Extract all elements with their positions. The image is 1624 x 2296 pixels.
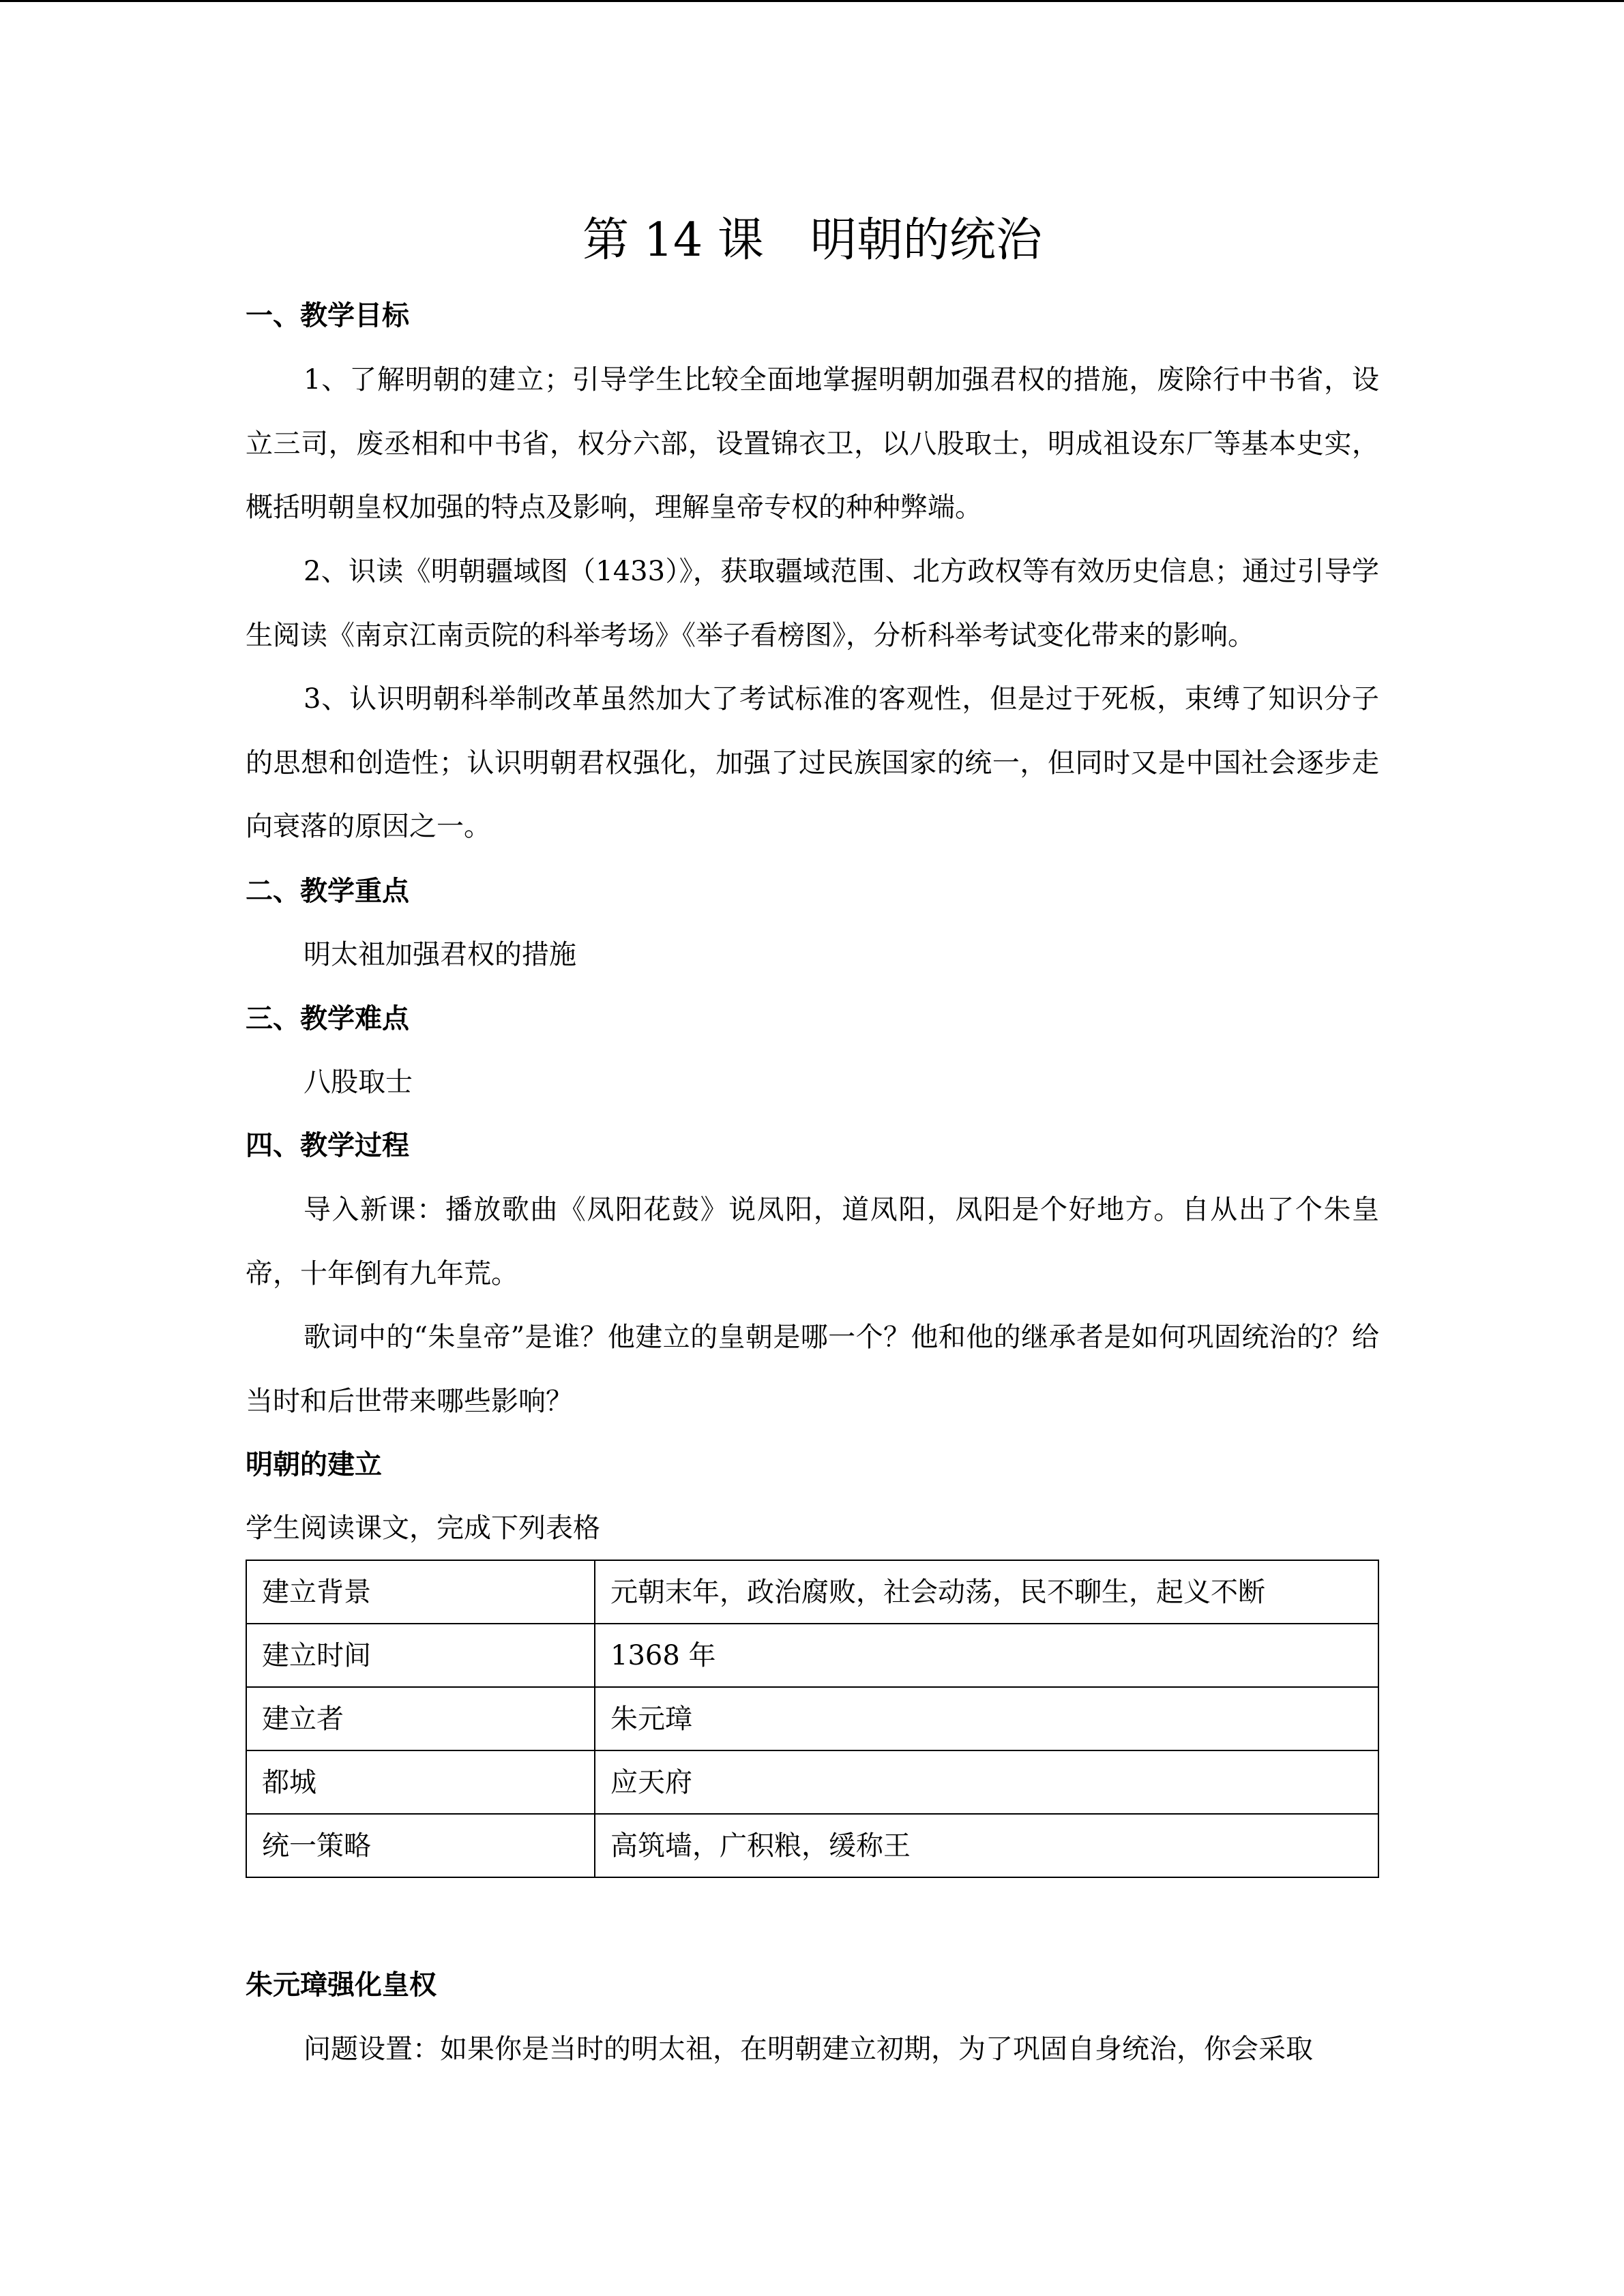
section-heading-key-points: 二、教学重点 <box>246 876 409 907</box>
table-cell-key: 建立者 <box>246 1687 595 1750</box>
section-heading-process: 四、教学过程 <box>246 1130 409 1161</box>
process-paragraph-intro: 导入新课：播放歌曲《凤阳花鼓》说凤阳，道凤阳，凤阳是个好地方。自从出了个朱皇帝，十年倒有九年荒。 <box>246 1194 1379 1289</box>
table-cell-key: 建立时间 <box>246 1624 595 1687</box>
table-cell-value: 高筑墙，广积粮，缓称王 <box>595 1814 1378 1877</box>
subheading-strengthen-power: 朱元璋强化皇权 <box>246 1969 437 2001</box>
table-row <box>246 1624 1378 1687</box>
table-row <box>246 1750 1378 1814</box>
subheading-ming-founding: 明朝的建立 <box>246 1449 382 1480</box>
key-points-text: 明太祖加强君权的措施 <box>304 939 576 970</box>
table-instruction: 学生阅读课文，完成下列表格 <box>246 1512 600 1544</box>
table-cell-value: 1368 年 <box>595 1624 1378 1687</box>
section-heading-objectives: 一、教学目标 <box>246 300 409 331</box>
objective-paragraph-3: 3、认识明朝科举制改革虽然加大了考试标准的客观性，但是过于死板，束缚了知识分子的思想和创造性；认识明朝君权强化，加强了过民族国家的统一，但同时又是中国社会逐步走向衰落的原因之一。 <box>246 683 1379 842</box>
ming-founding-table <box>246 1560 1379 1878</box>
question-paragraph: 问题设置：如果你是当时的明太祖，在明朝建立初期，为了巩固自身统治，你会采取 <box>304 2033 1313 2065</box>
table-row <box>246 1560 1378 1624</box>
table-row <box>246 1687 1378 1750</box>
difficulties-text: 八股取士 <box>304 1067 413 1098</box>
section-heading-difficulties: 三、教学难点 <box>246 1003 409 1034</box>
document-title: 第 14 课 明朝的统治 <box>582 213 1042 267</box>
table-cell-value: 应天府 <box>595 1750 1378 1814</box>
table-cell-value: 朱元璋 <box>595 1687 1378 1750</box>
table-cell-key: 建立背景 <box>246 1560 595 1624</box>
table-cell-key: 统一策略 <box>246 1814 595 1877</box>
table-cell-key: 都城 <box>246 1750 595 1814</box>
process-paragraph-questions: 歌词中的“朱皇帝”是谁？他建立的皇朝是哪一个？他和他的继承者是如何巩固统治的？给当时和后世带来哪些影响？ <box>246 1322 1379 1417</box>
table-row <box>246 1814 1378 1877</box>
objective-paragraph-1: 1、了解明朝的建立；引导学生比较全面地掌握明朝加强君权的措施，废除行中书省，设立三司，废丞相和中书省，权分六部，设置锦衣卫，以八股取士，明成祖设东厂等基本史实，概括明朝皇权加强的特点及影响，理解皇帝专权的种种弊端。 <box>246 364 1379 523</box>
table-cell-value: 元朝末年，政治腐败，社会动荡，民不聊生，起义不断 <box>595 1560 1378 1624</box>
objective-paragraph-2: 2、识读《明朝疆域图（1433）》，获取疆域范围、北方政权等有效历史信息；通过引导学生阅读《南京江南贡院的科举考场》《举子看榜图》，分析科举考试变化带来的影响。 <box>246 556 1379 651</box>
